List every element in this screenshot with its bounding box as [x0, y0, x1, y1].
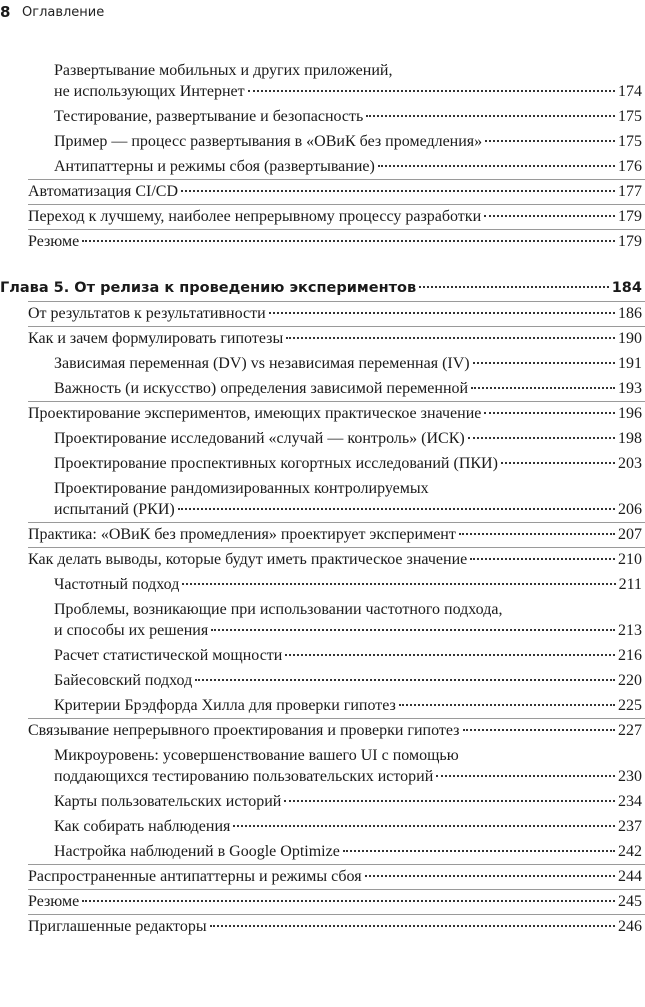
toc-page-number: 193: [618, 380, 642, 397]
dot-leader: [211, 629, 615, 631]
toc-page-number: 175: [618, 133, 642, 150]
toc-page-number: 176: [618, 158, 642, 175]
dot-leader: [473, 362, 615, 364]
toc-entry-title: Связывание непрерывного проектирования и проверки гипотез: [28, 722, 460, 739]
toc-entry[interactable]: [0, 522, 645, 547]
dot-leader: [463, 729, 616, 731]
toc-entry-title: Переход к лучшему, наиболее непрерывному процессу разработки: [28, 208, 482, 225]
toc-entry[interactable]: [0, 179, 645, 204]
toc-entry[interactable]: [0, 572, 645, 597]
dot-leader: [269, 312, 615, 314]
toc-entry[interactable]: [0, 476, 645, 522]
dot-leader: [233, 825, 615, 827]
toc-page-number: 210: [618, 551, 642, 568]
toc-entry[interactable]: [0, 839, 645, 864]
dot-leader: [285, 654, 615, 656]
toc-entry-title: Как собирать наблюдения: [54, 818, 231, 835]
toc-entry-title: Тестирование, развертывание и безопасность: [54, 108, 364, 125]
toc-page-number: 246: [618, 918, 642, 935]
toc-entry-title: Важность (и искусство) определения зависимой переменной: [54, 380, 469, 397]
dot-leader: [484, 215, 615, 217]
toc-entry-title: Пример — процесс развертывания в «ОВиК без промедления»: [54, 133, 483, 150]
dot-leader: [181, 190, 615, 192]
toc-entry[interactable]: [0, 104, 645, 129]
toc-entry-title: Байесовский подход: [54, 672, 193, 689]
dot-leader: [82, 900, 615, 902]
toc-page-number: 174: [618, 83, 642, 100]
toc-entry-title-line: Микроуровень: усовершенствование вашего UI с помощью: [54, 747, 459, 764]
toc-page-number: 207: [618, 526, 642, 543]
toc-entry[interactable]: [0, 597, 645, 643]
toc-entry[interactable]: [0, 914, 645, 939]
dot-leader: [210, 925, 615, 927]
toc-page-number: 245: [618, 893, 642, 910]
toc-page-number: 230: [618, 768, 642, 785]
toc-page-number: 216: [618, 647, 642, 664]
toc-entry[interactable]: [0, 789, 645, 814]
toc-entry[interactable]: [0, 643, 645, 668]
toc-page-number: 206: [618, 501, 642, 518]
toc-page-number: 179: [618, 208, 642, 225]
toc-entry[interactable]: [0, 129, 645, 154]
dot-leader: [284, 800, 615, 802]
dot-leader: [248, 90, 615, 92]
toc-entry[interactable]: [0, 668, 645, 693]
toc-entry-title: Практика: «ОВиК без промедления» проектирует эксперимент: [28, 526, 456, 543]
toc-entry-title: Критерии Брэдфорда Хилла для проверки гипотез: [54, 697, 396, 714]
dot-leader: [470, 558, 615, 560]
toc-page-number: 237: [618, 818, 642, 835]
toc-entry-title: Антипаттерны и режимы сбоя (развертывание): [54, 158, 375, 175]
dot-leader: [365, 875, 615, 877]
toc-entry[interactable]: [0, 814, 645, 839]
dot-leader: [436, 775, 615, 777]
toc-page-number: 175: [618, 108, 642, 125]
toc-entry[interactable]: [0, 351, 645, 376]
toc-page-number: 179: [618, 233, 642, 250]
toc-entry-title: Проектирование экспериментов, имеющих практическое значение: [28, 405, 482, 422]
toc-entry-title-line: Проектирование рандомизированных контролируемых: [54, 480, 429, 497]
toc-entry[interactable]: [0, 204, 645, 229]
toc-chapter-entry[interactable]: [0, 276, 645, 301]
toc-page-number: 191: [618, 355, 642, 372]
section-title: Оглавление: [22, 4, 105, 20]
toc-entry-title: Глава 5. От релиза к проведению экспериментов: [0, 280, 417, 296]
toc-page-number: 211: [618, 576, 642, 593]
toc-entry-title: Резюме: [28, 233, 80, 250]
toc-entry-title: не использующих Интернет: [54, 83, 245, 100]
dot-leader: [484, 412, 615, 414]
table-of-contents: [0, 58, 645, 939]
toc-entry[interactable]: [0, 229, 645, 254]
toc-entry-title: и способы их решения: [54, 622, 209, 639]
toc-entry[interactable]: [0, 301, 645, 326]
toc-entry[interactable]: [0, 426, 645, 451]
dot-leader: [419, 286, 609, 288]
toc-page-number: 203: [618, 455, 642, 472]
dot-leader: [468, 437, 615, 439]
toc-page-number: 186: [618, 305, 642, 322]
running-head: [0, 0, 104, 24]
toc-entry[interactable]: [0, 864, 645, 889]
dot-leader: [378, 165, 615, 167]
dot-leader: [82, 240, 615, 242]
toc-page-number: 190: [618, 330, 642, 347]
toc-entry-title: Частотный подход: [54, 576, 180, 593]
dot-leader: [485, 140, 615, 142]
toc-page-number: 196: [618, 405, 642, 422]
toc-entry-title: Проектирование проспективных когортных исследований (ПКИ): [54, 455, 498, 472]
toc-entry[interactable]: [0, 889, 645, 914]
toc-entry-title: Настройка наблюдений в Google Optimize: [54, 843, 340, 860]
toc-entry-title: поддающихся тестированию пользовательских историй: [54, 768, 434, 785]
dot-leader: [195, 679, 615, 681]
toc-page-number: 213: [618, 622, 642, 639]
dot-leader: [182, 583, 615, 585]
toc-entry[interactable]: [0, 743, 645, 789]
toc-entry[interactable]: [0, 154, 645, 179]
dot-leader: [459, 533, 615, 535]
toc-page-number: 227: [618, 722, 642, 739]
toc-entry[interactable]: [0, 547, 645, 572]
toc-entry-title: От результатов к результативности: [28, 305, 266, 322]
toc-page-number: 244: [618, 868, 642, 885]
toc-entry[interactable]: [0, 718, 645, 743]
toc-entry[interactable]: [0, 451, 645, 476]
dot-leader: [343, 850, 615, 852]
toc-entry[interactable]: [0, 401, 645, 426]
toc-entry-title: Автоматизация CI/CD: [28, 183, 179, 200]
toc-entry-title-line: Развертывание мобильных и других приложений,: [54, 62, 393, 79]
toc-entry-title: Как и зачем формулировать гипотезы: [28, 330, 284, 347]
toc-entry-title: Как делать выводы, которые будут иметь практическое значение: [28, 551, 468, 568]
toc-entry-title: Распространенные антипаттерны и режимы сбоя: [28, 868, 362, 885]
toc-page-number: 177: [618, 183, 642, 200]
toc-entry-title: Расчет статистической мощности: [54, 647, 283, 664]
toc-entry-title: Проектирование исследований «случай — контроль» (ИСК): [54, 430, 465, 447]
dot-leader: [399, 704, 615, 706]
toc-entry[interactable]: [0, 326, 645, 351]
toc-entry[interactable]: [0, 376, 645, 401]
toc-page-number: 220: [618, 672, 642, 689]
toc-entry-title-line: Проблемы, возникающие при использовании частотного подхода,: [54, 601, 503, 618]
dot-leader: [286, 337, 615, 339]
toc-entry-title: Зависимая переменная (DV) vs независимая переменная (IV): [54, 355, 470, 372]
dot-leader: [366, 115, 615, 117]
toc-page-number: 225: [618, 697, 642, 714]
toc-entry-title: Резюме: [28, 893, 80, 910]
page-number: 8: [0, 3, 11, 21]
dot-leader: [178, 508, 615, 510]
toc-page-number: 184: [611, 280, 642, 296]
toc-entry-title: Карты пользовательских историй: [54, 793, 282, 810]
dot-leader: [471, 387, 615, 389]
toc-entry[interactable]: [0, 58, 645, 104]
toc-entry[interactable]: [0, 693, 645, 718]
toc-page-number: 198: [618, 430, 642, 447]
toc-page-number: 242: [618, 843, 642, 860]
toc-entry-title: испытаний (РКИ): [54, 501, 175, 518]
toc-page-number: 234: [618, 793, 642, 810]
toc-entry-title: Приглашенные редакторы: [28, 918, 207, 935]
dot-leader: [501, 462, 615, 464]
